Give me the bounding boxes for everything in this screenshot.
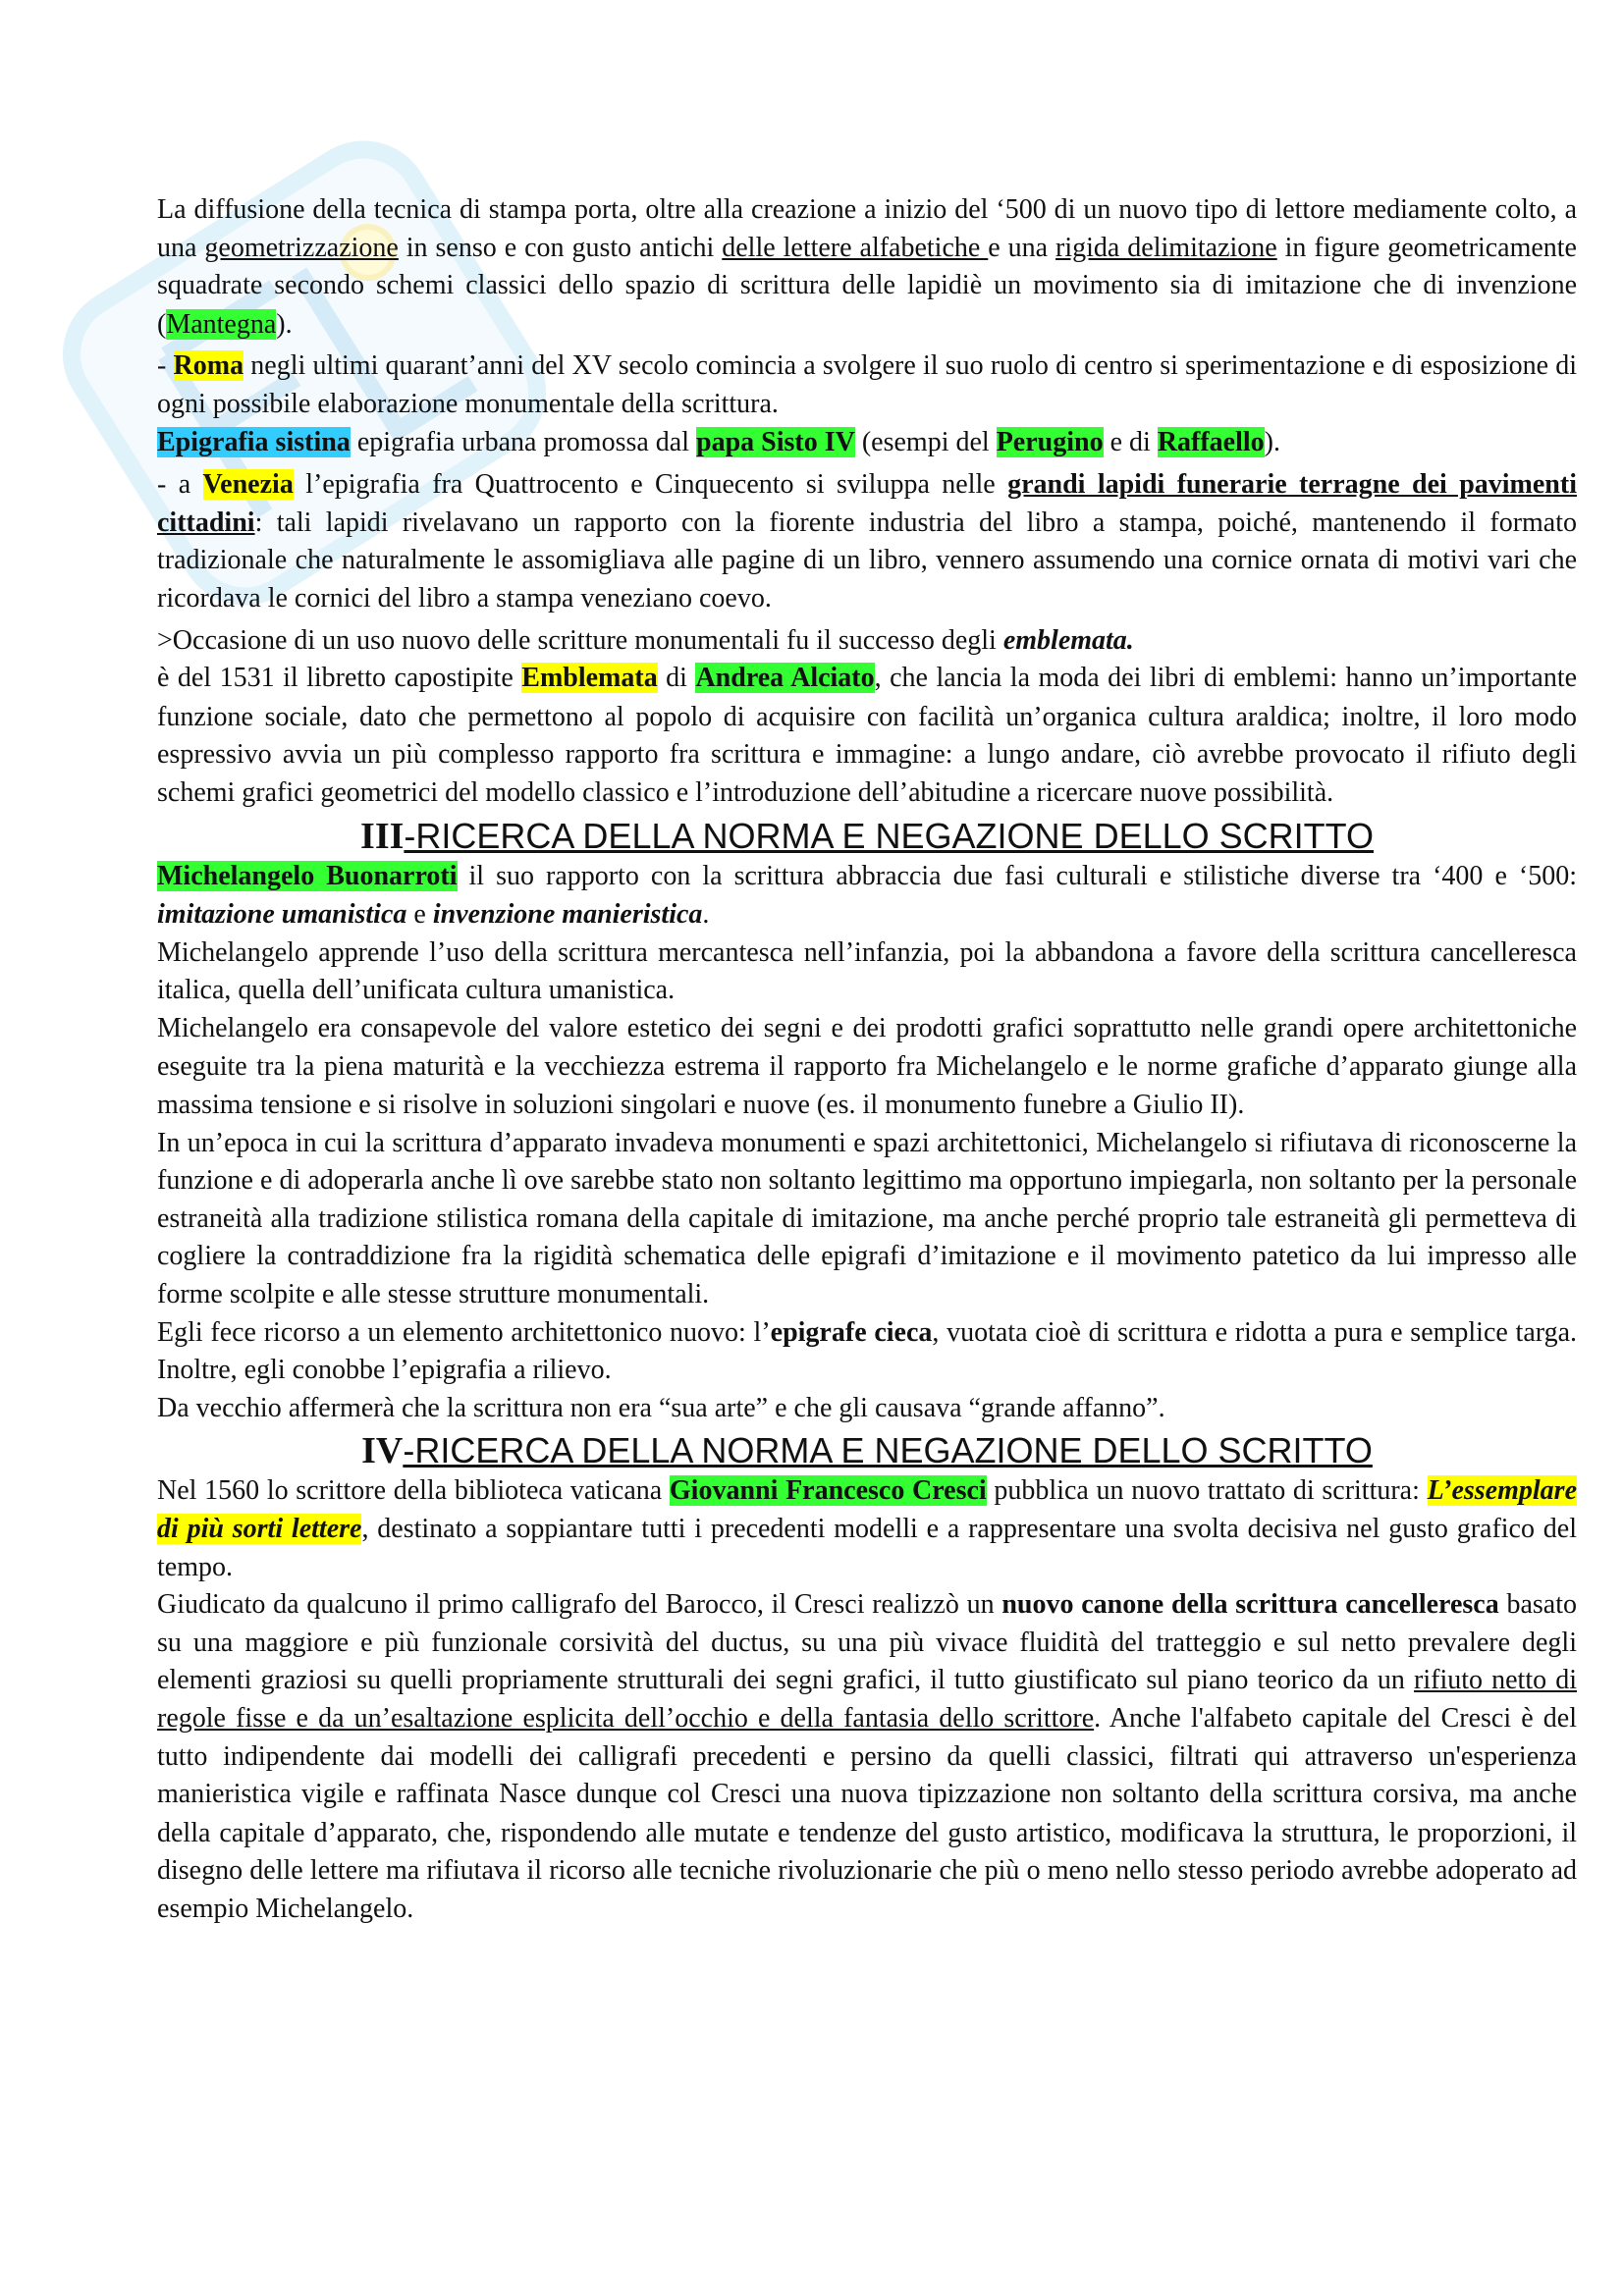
highlight-emblemata: Emblemata bbox=[521, 663, 658, 694]
highlight-andrea-alciato: Andrea Alciato bbox=[695, 663, 875, 694]
heading-number: III bbox=[360, 815, 405, 857]
paragraph-epigrafe-cieca bbox=[157, 1314, 1577, 1390]
section-heading-iv bbox=[157, 1431, 1577, 1470]
text-run: , che lancia la moda dei libri di emblemi: hanno un’importante funzione sociale, dato che permettono al popolo di acquisire con facilità un’organica cultura araldica; inoltre, il loro modo espressivo avvia un più complesso rapporto fra scrittura e immagine: a lungo andare, ciò avrebbe provocato il rifiuto degli schemi grafici geometrici del modello classico e l’introduzione dell’abitudine a ricercare nuove possibilità. bbox=[157, 663, 1578, 808]
text-run: Giudicato da qualcuno il primo calligrafo del Barocco, il Cresci realizzò un bbox=[157, 1589, 1002, 1621]
text-run: pubblica un nuovo trattato di scrittura: bbox=[986, 1475, 1428, 1507]
highlight-epigrafia-sistina: Epigrafia sistina bbox=[157, 426, 351, 457]
bullet-dash: - a bbox=[157, 469, 203, 501]
paragraph-michelangelo-estetica bbox=[157, 1010, 1577, 1125]
paragraph-michelangelo-vecchio bbox=[157, 1390, 1577, 1428]
text-run: Egli fece ricorso a un elemento architettonico nuovo: l’ bbox=[157, 1316, 771, 1348]
text-run: e bbox=[406, 899, 433, 931]
text-run: . bbox=[702, 899, 710, 931]
text-run: in figure geometricamente squadrate secondo schemi classici dello spazio di scrittura delle lapidi bbox=[157, 232, 1577, 301]
text-run: Nel 1560 lo scrittore della biblioteca vaticana bbox=[157, 1475, 670, 1507]
highlight-roma: Roma bbox=[173, 350, 244, 382]
text-run: è del 1531 il libretto capostipite bbox=[157, 663, 522, 694]
text-run: , vuotata cioè di scrittura e ridotta a pura e semplice targa. Inoltre, egli conobbe l’epigrafia a rilievo. bbox=[157, 1316, 1577, 1386]
text-run: soprattutto nelle grandi opere architettoniche eseguite tra la piena maturità e la vecchiezza estrema il rapporto fra Michelangelo e le norme grafiche d’apparato giunge alla massima tensione e si risolve in soluzioni singolari e nuove (es. il monumento funebre a Giulio II). bbox=[157, 1012, 1577, 1121]
bold-term: epigrafe cieca bbox=[770, 1316, 933, 1348]
text-run: epigrafia urbana promossa dal bbox=[350, 426, 697, 457]
document-body bbox=[157, 191, 1577, 1929]
highlight-cresci: Giovanni Francesco Cresci bbox=[669, 1475, 987, 1507]
underlined-term: delle lettere alfabetiche bbox=[722, 232, 989, 263]
highlight-venezia: Venezia bbox=[202, 469, 294, 501]
highlight-michelangelo: Michelangelo Buonarroti bbox=[157, 860, 458, 891]
text-run: , destinato a soppiantare tutti i precedenti modelli e a rappresentare una svolta decisiva nel gusto grafico del tempo. bbox=[157, 1514, 1577, 1582]
text-run: La diffusione della tecnica di stampa porta, oltre alla creazione a inizio del ‘500 di un nuovo tipo di lettore mediamente colto, a una bbox=[157, 194, 1577, 263]
text-run: in senso e con gusto antichi bbox=[398, 232, 723, 263]
heading-title: -RICERCA DELLA NORMA E NEGAZIONE DELLO SCRITTO bbox=[404, 815, 1374, 856]
section-heading-iii bbox=[157, 817, 1577, 856]
text-run: e una bbox=[988, 232, 1056, 263]
underlined-term: rigida delimitazione bbox=[1055, 232, 1277, 263]
paragraph-roma bbox=[157, 347, 1577, 423]
text-run: (esempi del bbox=[854, 426, 997, 457]
heading-number: IV bbox=[361, 1430, 404, 1472]
text-run: In un’epoca in cui la scrittura d’apparato invadeva monumenti e spazi architettonici, Michelangelo si rifiutava di riconoscerne la funzione e di adoperarla anche lì ove sarebbe stato non soltanto legittimo ma opportuno impiegarla, non soltanto per la personale estraneità alla tradizione stilistica romana della capitale di imitazione, ma anche perché proprio tale estraneità gli permetteva di cogliere la contraddizione fra la rigidità schematica delle epigrafi d’imitazione e il movimento patetico da lui impresso alle forme scolpite e alle stesse strutture monumentali. bbox=[157, 1127, 1577, 1310]
text-run: e di bbox=[1103, 426, 1158, 457]
text-run: è un movimento sia di imitazione che di invenzione ( bbox=[157, 270, 1577, 340]
paragraph-cresci-canone bbox=[157, 1586, 1577, 1928]
text-run: Da vecchio affermerà che la scrittura non era “sua arte” e che gli causava “grande affanno”. bbox=[157, 1392, 1165, 1423]
paragraph-michelangelo-epoca bbox=[157, 1125, 1577, 1314]
paragraph-cresci-intro bbox=[157, 1472, 1577, 1586]
paragraph-michelangelo-scrittura bbox=[157, 934, 1577, 1010]
bold-term: nuovo canone della scrittura cancelleresca bbox=[1001, 1589, 1499, 1621]
text-run: negli ultimi quarant’anni del XV secolo comincia a svolgere il suo ruolo di centro si sperimentazione e di esposizione di ogni possibile elaborazione monumentale della scrittura. bbox=[157, 350, 1577, 419]
paragraph-emblemata-intro bbox=[157, 622, 1577, 661]
text-run: Michelangelo apprende l’uso della scrittura mercantesca nell’infanzia, poi la abbandona a favore della scrittura cancelleresca italica, quella dell’unificata cultura umanistica. bbox=[157, 936, 1577, 1006]
heading-title: -RICERCA DELLA NORMA E NEGAZIONE DELLO SCRITTO bbox=[403, 1430, 1373, 1471]
paragraph-venezia bbox=[157, 466, 1577, 617]
text-run: Michelangelo era consapevole del valore estetico dei segni e dei prodotti grafici bbox=[157, 1012, 1064, 1043]
paragraph-stampa bbox=[157, 191, 1577, 344]
text-run: di bbox=[657, 663, 696, 694]
underlined-term: rifiuto netto di regole fisse e da un’esaltazione esplicita dell’occhio e della fantasia dello scrittore bbox=[157, 1665, 1577, 1734]
highlight-perugino: Perugino bbox=[996, 426, 1104, 457]
highlight-essemplare: L’essemplare di più sorti lettere bbox=[157, 1475, 1577, 1544]
text-run: . Anche l'alfabeto capitale del Cresci è del tutto indipendente dai modelli dei calligrafi precedenti e persino da quelli classici, filtrati qui attraverso un'esperienza manieristica vigile e raffinata bbox=[157, 1702, 1577, 1810]
text-run: >Occasione di un uso nuovo delle scritture monumentali fu il successo degli bbox=[157, 624, 1003, 656]
bold-italic-term: emblemata. bbox=[1002, 624, 1134, 656]
bold-italic-term: invenzione manieristica bbox=[432, 899, 703, 931]
highlight-raffaello: Raffaello bbox=[1157, 426, 1265, 457]
underlined-term: geometrizzazione bbox=[204, 232, 399, 263]
underlined-bold-term: grandi lapidi funerarie terragne dei pavimenti cittadini bbox=[157, 469, 1577, 538]
bullet-dash: - bbox=[157, 350, 174, 382]
paragraph-epigrafia-sistina bbox=[157, 424, 1577, 463]
text-run: ). bbox=[276, 308, 293, 340]
paragraph-michelangelo-intro bbox=[157, 858, 1577, 934]
text-run: Nasce dunque col Cresci una nuova tipizzazione non soltanto della scrittura corsiva, ma anche della capitale d’apparato, che, rispondendo alle mutate e tendenze del gusto artistico, modificava la struttura, le proporzioni, il disegno delle lettere ma rifiutava il ricorso alle tecniche rivoluzionarie che più o meno nello stesso periodo avrebbe adoperato ad esempio Michelangelo. bbox=[157, 1779, 1577, 1924]
highlight-papa-sisto: papa Sisto IV bbox=[696, 426, 855, 457]
text-run: basato su una maggiore e più funzionale corsività del ductus, su una più vivace fluidità del tratteggio e sul netto prevalere degli elementi graziosi su quelli propriamente strutturali dei segni grafici, il tutto giustificato sul piano teorico da un bbox=[157, 1589, 1577, 1696]
text-run: il suo rapporto con la scrittura abbraccia due fasi culturali e stilistiche diverse tra ‘400 e ‘500: bbox=[457, 860, 1578, 891]
highlight-mantegna: Mantegna bbox=[166, 308, 277, 340]
text-run: : tali lapidi rivelavano un rapporto con la fiorente industria del libro a stampa, poiché, mantenendo il formato tradizionale che naturalmente le assomigliava alle pagine di un libro, vennero assumendo una cornice ornata di motivi vari che ricordava le cornici del libro a stampa veneziano coevo. bbox=[157, 507, 1577, 614]
text-run: l’epigrafia fra Quattrocento e Cinquecento si sviluppa nelle bbox=[293, 469, 1008, 501]
paragraph-emblemata bbox=[157, 660, 1577, 812]
text-run: ). bbox=[1264, 426, 1280, 457]
bold-italic-term: imitazione umanistica bbox=[157, 899, 407, 931]
